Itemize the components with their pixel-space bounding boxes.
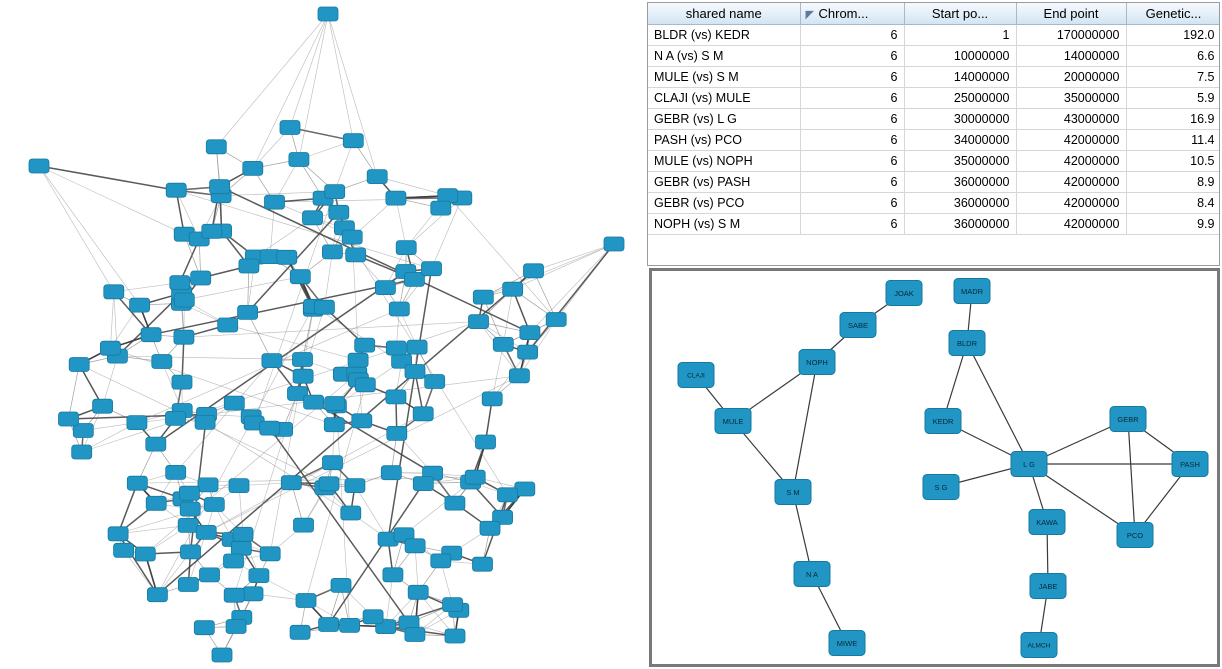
cell-start-point[interactable]: 34000000	[904, 130, 1016, 151]
main-network-node[interactable]	[260, 547, 280, 561]
main-network-edge	[39, 166, 114, 292]
subnetwork-edge	[1128, 419, 1135, 535]
main-network-node[interactable]	[178, 578, 198, 592]
main-network-node[interactable]	[296, 594, 316, 608]
main-network-node[interactable]	[524, 264, 544, 278]
main-network-node[interactable]	[386, 341, 406, 355]
cell-genetic[interactable]: 7.5	[1126, 67, 1220, 88]
main-network-edge	[103, 356, 118, 406]
main-network-node[interactable]	[294, 518, 314, 532]
subnetwork-node[interactable]	[949, 331, 985, 356]
table-header	[648, 3, 1220, 25]
cell-start-point[interactable]: 14000000	[904, 67, 1016, 88]
main-network-node[interactable]	[319, 477, 339, 491]
main-network-node[interactable]	[196, 525, 216, 539]
main-network-node[interactable]	[243, 161, 263, 175]
main-network-node[interactable]	[210, 180, 230, 194]
main-network-node[interactable]	[72, 445, 92, 459]
subnetwork-node-label: JABE	[1038, 581, 1058, 591]
main-network-node[interactable]	[239, 259, 259, 273]
main-network-edge	[216, 14, 328, 147]
main-network-node[interactable]	[604, 237, 624, 251]
subnetwork-node[interactable]	[1030, 574, 1066, 599]
main-network-node[interactable]	[314, 300, 334, 314]
main-network-node[interactable]	[352, 414, 372, 428]
main-network-edge	[528, 244, 614, 352]
table-row[interactable]	[648, 88, 1220, 109]
main-network-node[interactable]	[277, 250, 297, 264]
table-body[interactable]	[648, 25, 1220, 235]
table-row[interactable]	[648, 130, 1220, 151]
main-network-node[interactable]	[198, 478, 218, 492]
cell-chromosome[interactable]: 6	[800, 151, 904, 172]
main-network-node[interactable]	[170, 276, 190, 290]
main-network-node[interactable]	[249, 569, 269, 583]
cell-end-point[interactable]: 42000000	[1016, 151, 1126, 172]
data-table-panel[interactable]	[647, 2, 1220, 266]
cell-chromosome[interactable]: 6	[800, 172, 904, 193]
main-network-node[interactable]	[413, 477, 433, 491]
main-network-node[interactable]	[422, 262, 442, 276]
main-network-node[interactable]	[180, 502, 200, 516]
main-network-node[interactable]	[194, 621, 214, 635]
main-network-node[interactable]	[325, 185, 345, 199]
table-row[interactable]	[648, 193, 1220, 214]
subnetwork-edge	[967, 343, 1029, 464]
main-network-node[interactable]	[152, 355, 172, 369]
main-network-nodes[interactable]	[29, 7, 624, 662]
main-network-node[interactable]	[93, 399, 113, 413]
cell-genetic[interactable]: 6.6	[1126, 46, 1220, 67]
main-network-node[interactable]	[340, 618, 360, 632]
table-row[interactable]	[648, 151, 1220, 172]
main-network-node[interactable]	[290, 270, 310, 284]
main-network-edge	[299, 14, 328, 160]
main-network-node[interactable]	[405, 365, 425, 379]
main-network-node[interactable]	[29, 159, 49, 173]
cell-chromosome[interactable]: 6	[800, 46, 904, 67]
subnetwork-node-label: L G	[1023, 459, 1035, 469]
cell-chromosome[interactable]: 6	[800, 193, 904, 214]
main-network-edge	[69, 365, 80, 420]
cell-chromosome[interactable]: 6	[800, 214, 904, 235]
column-header-shared-name[interactable]	[648, 3, 800, 25]
cell-end-point[interactable]: 20000000	[1016, 67, 1126, 88]
main-network-node[interactable]	[202, 224, 222, 238]
main-network-node[interactable]	[59, 412, 79, 426]
main-network-node[interactable]	[498, 488, 518, 502]
column-header-start-point-label: Start po...	[931, 6, 989, 21]
main-network-node[interactable]	[331, 578, 351, 592]
main-network-node[interactable]	[166, 465, 186, 479]
main-network-node[interactable]	[179, 486, 199, 500]
main-network-node[interactable]	[329, 205, 349, 219]
subnetwork-node-label: BLDR	[956, 338, 978, 348]
main-network-node[interactable]	[174, 293, 194, 307]
subnetwork-node[interactable]	[715, 409, 751, 434]
subnetwork-view[interactable]	[649, 268, 1220, 667]
main-network-node[interactable]	[518, 345, 538, 359]
cell-shared-name[interactable]: MULE (vs) NOPH	[648, 151, 800, 172]
main-network-edge	[335, 141, 354, 192]
cell-end-point[interactable]: 35000000	[1016, 88, 1126, 109]
cell-chromosome[interactable]: 6	[800, 67, 904, 88]
main-network-node[interactable]	[290, 625, 310, 639]
column-header-start-point[interactable]	[904, 3, 1016, 25]
main-network-node[interactable]	[218, 318, 238, 332]
main-network-node[interactable]	[381, 466, 401, 480]
main-network-node[interactable]	[407, 340, 427, 354]
cell-shared-name[interactable]: GEBR (vs) L G	[648, 109, 800, 130]
subnetwork-node[interactable]	[923, 475, 959, 500]
main-network-node[interactable]	[226, 620, 246, 634]
main-network-node[interactable]	[231, 541, 251, 555]
column-header-chromosome-label: Chrom...	[818, 6, 869, 21]
main-network-node[interactable]	[181, 545, 201, 559]
main-network-node[interactable]	[293, 353, 313, 367]
main-network-edge	[324, 252, 332, 307]
main-network-node[interactable]	[480, 521, 500, 535]
cell-genetic[interactable]: 8.9	[1126, 172, 1220, 193]
main-network-node[interactable]	[404, 272, 424, 286]
main-network-node[interactable]	[147, 588, 167, 602]
main-network-edge	[534, 244, 615, 271]
main-network-node[interactable]	[476, 435, 496, 449]
subnetwork-node-label: N A	[805, 569, 819, 579]
main-network-node[interactable]	[355, 338, 375, 352]
main-network-node[interactable]	[195, 415, 215, 429]
main-network-node[interactable]	[322, 245, 342, 259]
main-network-node[interactable]	[341, 506, 361, 520]
main-network-node[interactable]	[546, 313, 566, 327]
main-network-node[interactable]	[323, 456, 343, 470]
table-row[interactable]	[648, 67, 1220, 88]
main-network-node[interactable]	[206, 140, 226, 154]
table-header-row	[648, 3, 1220, 25]
main-network-node[interactable]	[200, 568, 220, 582]
main-network-node[interactable]	[473, 557, 493, 571]
main-network-node[interactable]	[130, 298, 150, 312]
main-network-node[interactable]	[293, 369, 313, 383]
main-network-node[interactable]	[141, 328, 161, 342]
cell-start-point[interactable]: 30000000	[904, 109, 1016, 130]
main-network-node[interactable]	[212, 648, 232, 662]
main-network-node[interactable]	[172, 375, 192, 389]
main-network-node[interactable]	[363, 610, 383, 624]
table-row[interactable]	[648, 25, 1220, 46]
main-network-edge	[530, 244, 614, 333]
cell-shared-name[interactable]: CLAJI (vs) MULE	[648, 88, 800, 109]
main-network-node[interactable]	[224, 396, 244, 410]
subnetwork-node-label: CLAJI	[687, 372, 705, 380]
subnetwork-node-label: KEDR	[932, 416, 954, 426]
main-network-node[interactable]	[445, 629, 465, 643]
subnetwork-node[interactable]	[775, 480, 811, 505]
main-network-node[interactable]	[389, 302, 409, 316]
main-network-node[interactable]	[265, 195, 285, 209]
subnetwork-node[interactable]	[678, 363, 714, 388]
main-network-edge	[110, 292, 113, 348]
main-network-node[interactable]	[108, 527, 128, 541]
main-network-node[interactable]	[383, 568, 403, 582]
cell-genetic[interactable]: 10.5	[1126, 151, 1220, 172]
main-network-node[interactable]	[281, 476, 301, 490]
cell-genetic[interactable]: 9.9	[1126, 214, 1220, 235]
cell-start-point[interactable]: 10000000	[904, 46, 1016, 67]
subnetwork-node-label: JOAK	[894, 288, 914, 298]
subnetwork-node[interactable]	[1021, 633, 1057, 658]
main-network-edge	[328, 14, 353, 141]
main-network-node[interactable]	[413, 407, 433, 421]
subnetwork-node[interactable]	[829, 631, 865, 656]
subnetwork-node-label: NOPH	[806, 357, 828, 367]
main-network-node[interactable]	[520, 326, 540, 340]
subnetwork-edge	[793, 362, 817, 492]
main-network-node[interactable]	[345, 479, 365, 493]
main-network-edge	[503, 289, 512, 344]
main-network-node[interactable]	[204, 498, 224, 512]
main-network-node[interactable]	[69, 358, 89, 372]
subnetwork-node-label: PASH	[1180, 459, 1200, 469]
table-row[interactable]	[648, 109, 1220, 130]
subnetwork-node[interactable]	[1029, 510, 1065, 535]
subnetwork-node[interactable]	[794, 562, 830, 587]
main-network-node[interactable]	[224, 554, 244, 568]
subnetwork-node[interactable]	[1011, 452, 1047, 477]
main-network-node[interactable]	[482, 392, 502, 406]
main-network-node[interactable]	[431, 201, 451, 215]
main-network-node[interactable]	[229, 479, 249, 493]
main-network-node[interactable]	[465, 470, 485, 484]
cell-start-point[interactable]: 36000000	[904, 172, 1016, 193]
cell-start-point[interactable]: 36000000	[904, 193, 1016, 214]
main-network-node[interactable]	[355, 378, 375, 392]
main-network-node[interactable]	[280, 121, 300, 135]
main-network-node[interactable]	[375, 281, 395, 295]
cell-start-point[interactable]: 36000000	[904, 214, 1016, 235]
subnetwork-node[interactable]	[925, 409, 961, 434]
main-network-node[interactable]	[304, 395, 324, 409]
main-network-node[interactable]	[503, 282, 523, 296]
main-network-node[interactable]	[146, 496, 166, 510]
cell-genetic[interactable]: 192.0	[1126, 25, 1220, 46]
cell-end-point[interactable]: 42000000	[1016, 193, 1126, 214]
cell-end-point[interactable]: 43000000	[1016, 109, 1126, 130]
main-network-edge	[328, 14, 377, 177]
subnetwork-node-label: S G	[934, 482, 948, 492]
table-row[interactable]	[648, 46, 1220, 67]
main-network-node[interactable]	[348, 353, 368, 367]
main-network-node[interactable]	[324, 418, 344, 432]
main-network-node[interactable]	[469, 315, 489, 329]
column-header-genetic-label: Genetic...	[1145, 6, 1202, 21]
subnetwork-node-label: MULE	[722, 416, 744, 426]
main-network-node[interactable]	[493, 337, 513, 351]
cell-start-point[interactable]: 35000000	[904, 151, 1016, 172]
cell-shared-name[interactable]: BLDR (vs) KEDR	[648, 25, 800, 46]
cell-end-point[interactable]: 170000000	[1016, 25, 1126, 46]
main-network-node[interactable]	[405, 628, 425, 642]
main-network-node[interactable]	[509, 369, 529, 383]
main-network-node[interactable]	[135, 547, 155, 561]
cell-chromosome[interactable]: 6	[800, 88, 904, 109]
cell-chromosome[interactable]: 6	[800, 25, 904, 46]
main-network-node[interactable]	[166, 183, 186, 197]
main-network-node[interactable]	[438, 189, 458, 203]
cell-chromosome[interactable]: 6	[800, 109, 904, 130]
main-network-node[interactable]	[303, 211, 323, 225]
main-network-node[interactable]	[387, 426, 407, 440]
cell-genetic[interactable]: 16.9	[1126, 109, 1220, 130]
main-network-node[interactable]	[386, 390, 406, 404]
main-network-node[interactable]	[443, 598, 463, 612]
subnetwork-node-label: KAWA	[1036, 517, 1058, 527]
main-network-edge	[39, 166, 184, 234]
subnetwork-node[interactable]	[1117, 523, 1153, 548]
main-network-node[interactable]	[224, 588, 244, 602]
subnetwork-node-label: ALMCH	[1027, 642, 1051, 650]
main-network-node[interactable]	[127, 476, 147, 490]
subnetwork-node-label: S M	[786, 487, 800, 497]
cell-genetic[interactable]: 11.4	[1126, 130, 1220, 151]
main-network-node[interactable]	[325, 397, 345, 411]
subnetwork-nodes[interactable]	[678, 279, 1208, 658]
cell-end-point[interactable]: 42000000	[1016, 172, 1126, 193]
cell-shared-name[interactable]: GEBR (vs) PCO	[648, 193, 800, 214]
column-header-end-point-label: End point	[1043, 6, 1099, 21]
main-network-node[interactable]	[425, 375, 445, 389]
column-header-genetic[interactable]	[1126, 3, 1220, 25]
filter-icon[interactable]: ◤	[805, 9, 814, 21]
main-network-node[interactable]	[445, 496, 465, 510]
subnetwork-node-label: MADR	[960, 286, 984, 296]
main-network-node[interactable]	[405, 539, 425, 553]
main-network-node[interactable]	[431, 554, 451, 568]
cell-shared-name[interactable]: GEBR (vs) PASH	[648, 172, 800, 193]
cell-shared-name[interactable]: N A (vs) S M	[648, 46, 800, 67]
column-header-end-point[interactable]	[1016, 3, 1126, 25]
column-header-chromosome[interactable]	[800, 3, 904, 25]
subnetwork-node-label: GEBR	[1117, 414, 1139, 424]
cell-end-point[interactable]: 42000000	[1016, 130, 1126, 151]
cell-start-point[interactable]: 1	[904, 25, 1016, 46]
main-network-node[interactable]	[262, 354, 282, 368]
main-network-node[interactable]	[367, 170, 387, 184]
subnetwork-node-label: PCO	[1126, 530, 1144, 540]
main-network-node[interactable]	[243, 587, 263, 601]
cell-chromosome[interactable]: 6	[800, 130, 904, 151]
cell-end-point[interactable]: 14000000	[1016, 46, 1126, 67]
main-network-node[interactable]	[146, 437, 166, 451]
column-header-shared-name-label: shared name	[685, 6, 762, 21]
main-network-node[interactable]	[342, 230, 362, 244]
subnetwork-node[interactable]	[1172, 452, 1208, 477]
main-network-node[interactable]	[191, 271, 211, 285]
subnetwork-node[interactable]	[840, 313, 876, 338]
main-network-node[interactable]	[114, 543, 134, 557]
main-network-node[interactable]	[233, 527, 253, 541]
subnetwork-edges	[696, 288, 1190, 645]
main-network-edge	[206, 376, 519, 533]
cell-genetic[interactable]: 5.9	[1126, 88, 1220, 109]
main-network-edge	[39, 166, 140, 305]
main-network-node[interactable]	[100, 341, 120, 355]
subnetwork-node-label: SABE	[847, 320, 869, 330]
subnetwork-node[interactable]	[799, 350, 835, 375]
subnetwork-node[interactable]	[954, 279, 990, 304]
cell-shared-name[interactable]: MULE (vs) S M	[648, 67, 800, 88]
main-network-node[interactable]	[260, 421, 280, 435]
results-table[interactable]	[648, 3, 1220, 235]
main-network-node[interactable]	[318, 7, 338, 21]
main-network-node[interactable]	[343, 134, 363, 148]
main-network-node[interactable]	[178, 518, 198, 532]
main-network-node[interactable]	[104, 285, 124, 299]
main-network-node[interactable]	[289, 153, 309, 167]
cell-genetic[interactable]: 8.4	[1126, 193, 1220, 214]
subnetwork-node[interactable]	[886, 281, 922, 306]
main-network-node[interactable]	[127, 416, 147, 430]
main-network-edge	[253, 14, 328, 168]
table-row[interactable]	[648, 214, 1220, 235]
main-network-edge	[39, 166, 176, 190]
table-row[interactable]	[648, 172, 1220, 193]
main-network-edge	[396, 198, 406, 248]
main-network-node[interactable]	[166, 411, 186, 425]
main-network-node[interactable]	[408, 585, 428, 599]
main-network-node[interactable]	[174, 330, 194, 344]
subnetwork-canvas[interactable]	[652, 271, 1217, 664]
main-network-node[interactable]	[386, 191, 406, 205]
subnetwork-node[interactable]	[1110, 407, 1146, 432]
cell-start-point[interactable]: 25000000	[904, 88, 1016, 109]
cell-shared-name[interactable]: NOPH (vs) S M	[648, 214, 800, 235]
main-network-node[interactable]	[346, 248, 366, 262]
subnetwork-node-label: MIWE	[836, 638, 858, 648]
cell-end-point[interactable]: 42000000	[1016, 214, 1126, 235]
cell-shared-name[interactable]: PASH (vs) PCO	[648, 130, 800, 151]
main-network-node[interactable]	[319, 618, 339, 632]
main-network-node[interactable]	[238, 305, 258, 319]
main-network-node[interactable]	[396, 241, 416, 255]
main-network-node[interactable]	[473, 290, 493, 304]
